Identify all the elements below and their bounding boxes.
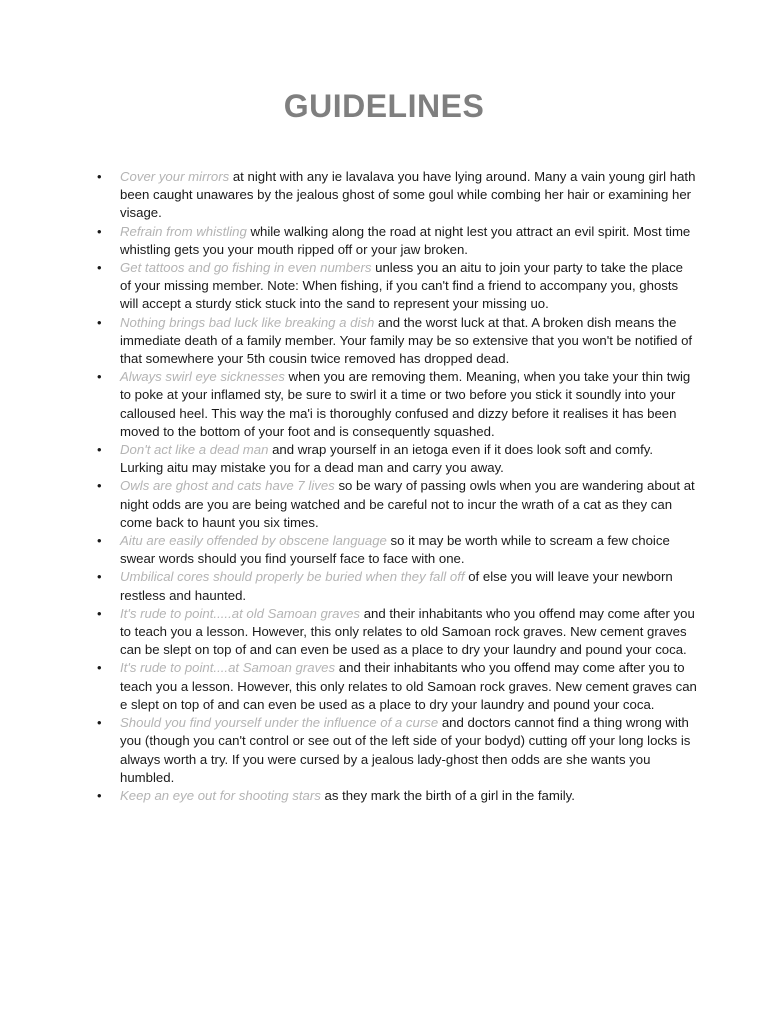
bullet-icon: • — [97, 787, 102, 803]
list-item — [97, 314, 697, 369]
bullet-icon: • — [97, 223, 102, 239]
item-lead: Umbilical cores should properly be buried when they fall off — [120, 569, 465, 585]
item-lead: Refrain from whistling — [120, 223, 247, 239]
bullet-icon: • — [97, 369, 102, 385]
guidelines-list — [97, 168, 697, 805]
item-lead: It's rude to point.....at old Samoan graves — [120, 605, 361, 621]
page-title: GUIDELINES — [283, 88, 485, 124]
list-item — [97, 605, 697, 660]
bullet-icon: • — [97, 478, 102, 494]
item-text: and their inhabitants who you offend may come after you to teach you a lesson. However, this only relates to old Samoan rock graves. New cement graves can be slept on top of and can even be used as a place to dry your laundry and pound your coca. — [120, 605, 695, 658]
list-item — [97, 568, 697, 604]
list-item — [97, 787, 697, 805]
item-text: when you are removing them. Meaning, when you take your thin twig to poke at your inflamed sty, be sure to swirl it a time or two before you stick it soundly into your calloused heel. This way the ma'i is thoroughly confused and dizzy before it realises it has been moved to the bottom of your foot and is consequently squashed. — [120, 369, 691, 439]
list-item — [97, 659, 697, 714]
list-item — [97, 714, 697, 787]
item-lead: Aitu are easily offended by obscene language — [120, 533, 387, 549]
item-text: and their inhabitants who you offend may come after you to teach you a lesson. However, this only relates to old Samoan rock graves. New cement graves can e slept on top of and can even be used as a place to dry your laundry and pound your coca. — [120, 660, 697, 712]
item-text: while walking along the road at night lest you attract an evil spirit. Most time whistling gets you your mouth ripped off or your jaw broken. — [120, 223, 691, 257]
item-text: as they mark the birth of a girl in the family. — [320, 787, 575, 803]
item-lead: Get tattoos and go fishing in even numbers — [120, 260, 372, 276]
bullet-icon: • — [97, 169, 102, 184]
item-text: and the worst luck at that. A broken dish means the immediate death of a family member. Your family may be so extensive that you won't be notified of that somewhere your 5th cousin twice removed has dropped dead. — [120, 314, 693, 367]
bullet-icon: • — [97, 660, 102, 676]
item-text: and wrap yourself in an ietoga even if it does look soft and comfy. Lurking aitu may mistake you for a dead man and carry you away. — [120, 442, 654, 476]
list-item — [97, 223, 697, 259]
bullet-icon: • — [97, 605, 102, 621]
item-lead: It's rude to point....at Samoan graves — [120, 660, 336, 676]
item-text: and doctors cannot find a thing wrong with you (though you can't control or see out of the left side of your bodyd) cutting off your long locks is always worth a try. If you were cursed by a jealous lady-ghost then odds are she wants you humbled. — [120, 715, 691, 785]
item-lead: Should you find yourself under the influence of a curse — [120, 715, 439, 731]
bullet-icon: • — [97, 569, 102, 585]
list-item — [97, 477, 697, 532]
item-text: so be wary of passing owls when you are wandering about at night odds are you are being watched and be careful not to incur the wrath of a cat as they can come back to haunt you six times. — [120, 478, 695, 530]
item-text: at night with any ie lavalava you have lying around. Many a vain young girl hath been caught unawares by the jealous ghost of some goul while combing her hair or examining her visage. — [120, 169, 696, 221]
item-lead: Cover your mirrors — [120, 169, 230, 184]
item-lead: Owls are ghost and cats have 7 lives — [120, 478, 335, 494]
list-item — [97, 168, 697, 223]
list-item — [97, 368, 697, 441]
item-text: so it may be worth while to scream a few choice swear words should you find yourself face to face with one. — [120, 533, 670, 567]
bullet-icon: • — [97, 715, 102, 731]
bullet-icon: • — [97, 314, 102, 330]
item-lead: Nothing brings bad luck like breaking a dish — [120, 314, 375, 330]
bullet-icon: • — [97, 260, 102, 276]
item-lead: Keep an eye out for shooting stars — [120, 787, 321, 803]
item-text: unless you an aitu to join your party to take the place of your missing member. Note: When fishing, if you can't find a friend to accompany you, ghosts will accept a sturdy stick stuck into the sand to represent your missing uo. — [120, 260, 684, 312]
item-lead: Don't act like a dead man — [120, 442, 269, 458]
list-item — [97, 532, 697, 568]
item-lead: Always swirl eye sicknesses — [120, 369, 285, 385]
list-item — [97, 259, 697, 314]
item-text: of else you will leave your newborn restless and haunted. — [120, 569, 673, 603]
bullet-icon: • — [97, 533, 102, 549]
list-item — [97, 441, 697, 477]
bullet-icon: • — [97, 442, 102, 458]
